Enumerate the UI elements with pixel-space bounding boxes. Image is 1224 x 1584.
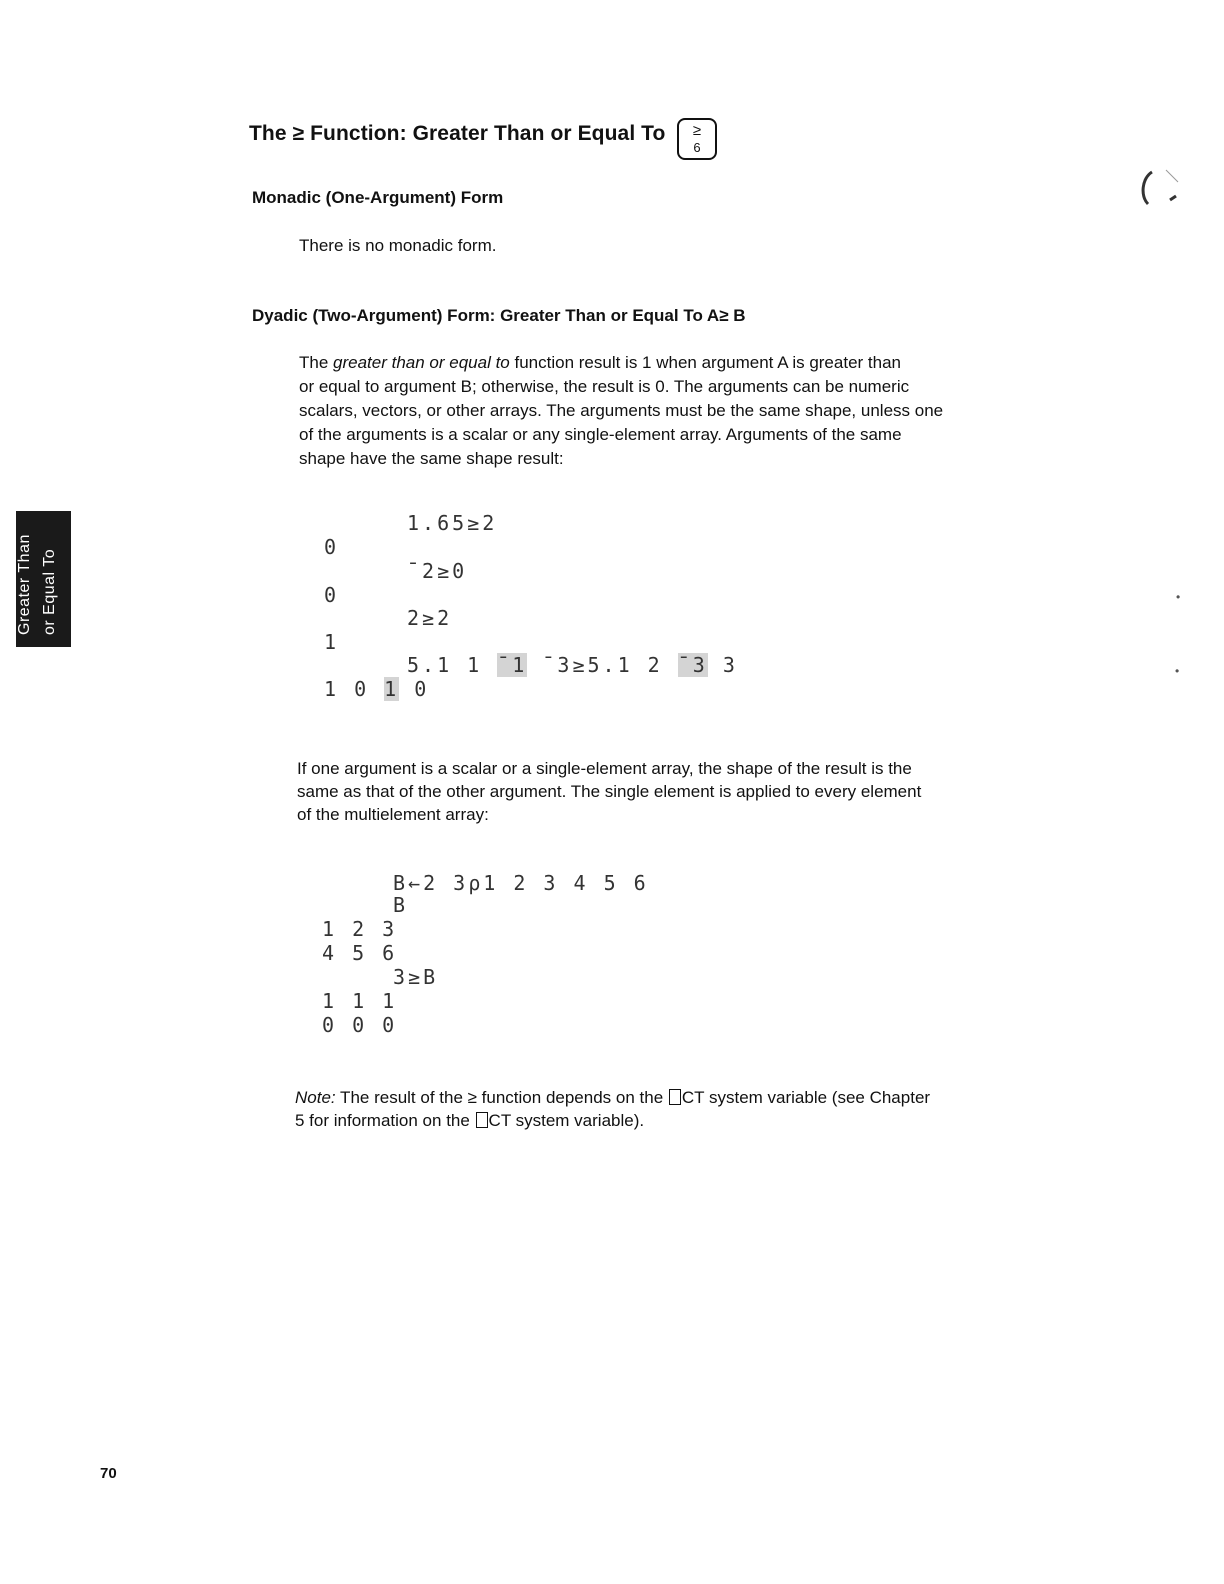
code-segment: 1 0 [324,677,385,701]
dyadic-paragraph [299,351,979,471]
binder-hole-mark-icon [1130,160,1190,220]
code-segment: ¯3≥5.1 2 [527,653,678,677]
quad-symbol-icon [669,1089,681,1105]
highlighted-value: 1 [384,677,400,701]
code-line: 3≥B [393,965,439,989]
code-result: 0 [324,535,340,559]
code-line-vector [407,653,738,677]
scan-speck-icon: • [1175,664,1180,678]
dyadic-para-line: or equal to argument B; otherwise, the result is 0. The arguments can be numeric [299,377,910,396]
side-tab-line: or Equal To [41,548,58,635]
side-tab-line: Greater Than [16,534,33,635]
page-title: The ≥ Function: Greater Than or Equal To [249,122,666,145]
quad-symbol-icon [476,1112,488,1128]
side-section-tab [16,511,71,647]
code-line: ¯2≥0 [407,559,468,583]
note-text: 5 for information on the [295,1111,475,1130]
dyadic-para-line: shape have the same shape result: [299,449,564,468]
code-segment: 5.1 1 [407,653,498,677]
scalar-para-line: If one argument is a scalar or a single-element array, the shape of the result is the [297,759,912,778]
code-result: 0 [324,583,340,607]
scalar-para-line: of the multielement array: [297,805,489,824]
scalar-paragraph [297,757,987,826]
code-result-vector [324,677,429,701]
dyadic-para-italic: greater than or equal to [333,353,510,372]
dyadic-para-line: function result is 1 when argument A is greater than [509,353,901,372]
code-line: 2≥2 [407,606,453,630]
note-paragraph [295,1086,995,1132]
code-segment: 3 [707,653,738,677]
code-result: 0 0 0 [322,1013,398,1037]
key-bottom-symbol: 6 [693,140,701,155]
dyadic-para-line: scalars, vectors, or other arrays. The arguments must be the same shape, unless one [299,401,944,420]
note-label: Note: [295,1088,336,1107]
note-text: The result of the ≥ function depends on the [335,1088,668,1107]
code-line: B [393,893,409,917]
scalar-para-line: same as that of the other argument. The single element is applied to every element [297,782,922,801]
dyadic-para-prefix: The [299,353,334,372]
page-number: 70 [100,1465,117,1482]
code-result: 1 [324,630,340,654]
code-segment: 0 [399,677,430,701]
note-text: CT system variable). [488,1111,645,1130]
code-line: 1.65≥2 [407,511,498,535]
dyadic-heading: Dyadic (Two-Argument) Form: Greater Than or Equal To A≥ B [252,306,746,325]
monadic-text: There is no monadic form. [299,236,497,255]
code-result: 4 5 6 [322,941,398,965]
dyadic-para-line: of the arguments is a scalar or any single-element array. Arguments of the same [299,425,902,444]
key-top-symbol: ≥ [692,122,702,139]
keyboard-key-icon [677,118,717,160]
note-text: CT system variable (see Chapter [681,1088,931,1107]
code-line: B←2 3⍴1 2 3 4 5 6 [393,871,649,895]
code-result: 1 1 1 [322,989,398,1013]
highlighted-value: ¯3 [677,653,708,677]
code-result: 1 2 3 [322,917,398,941]
scan-speck-icon: • [1176,590,1181,604]
highlighted-value: ¯1 [497,653,528,677]
monadic-heading: Monadic (One-Argument) Form [252,188,504,207]
